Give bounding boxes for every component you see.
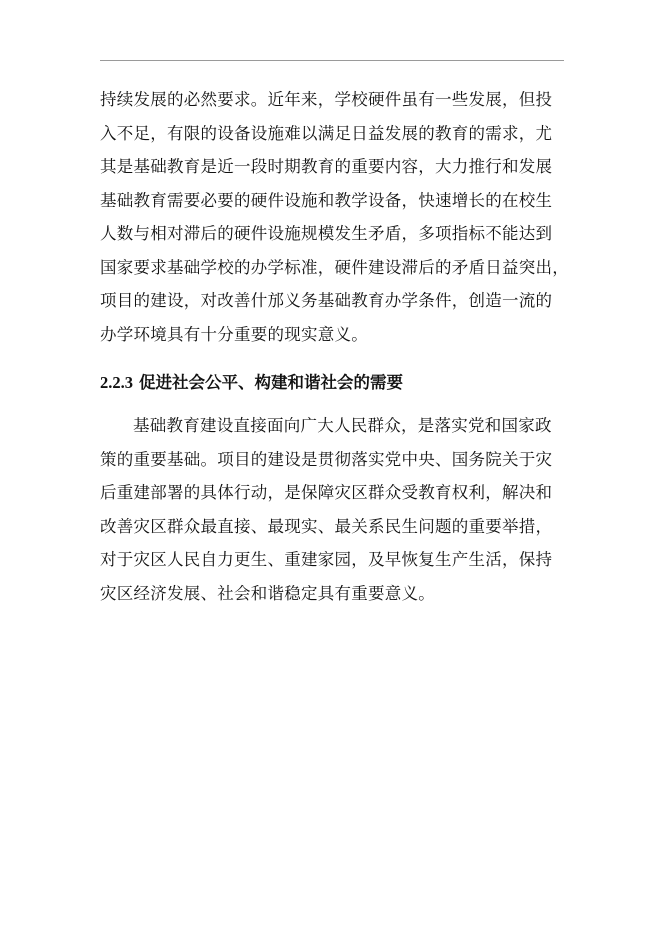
paragraph-line: 改善灾区群众最直接、最现实、最关系民生问题的重要举措，: [100, 516, 553, 536]
section-heading: [100, 368, 403, 398]
paragraph-continued: [100, 83, 570, 351]
paragraph-line: 办学环境具有十分重要的现实意义。: [100, 324, 368, 344]
paragraph-line: 基础教育需要必要的硬件设施和教学设备，快速增长的在校生: [100, 190, 553, 210]
paragraph-line: 入不足，有限的设备设施难以满足日益发展的教育的需求，尤: [100, 123, 553, 143]
header-rule: [100, 60, 564, 61]
paragraph-line: 持续发展的必然要求。近年来，学校硬件虽有一些发展，但投: [100, 90, 553, 109]
paragraph-line: 项目的建设，对改善什邡义务基础教育办学条件，创造一流的: [100, 291, 553, 310]
paragraph-line: 基础教育建设直接面向广大人民群众，是落实党和国家政: [133, 416, 552, 435]
paragraph-line: 灾区经济发展、社会和谐稳定具有重要意义。: [100, 583, 435, 603]
paragraph-line: 对于灾区人民自力更生、重建家园，及早恢复生产生活，保持: [100, 550, 553, 569]
paragraph-section: [100, 409, 570, 610]
paragraph-line: 后重建部署的具体行动，是保障灾区群众受教育权利，解决和: [100, 483, 553, 502]
section-title: 促进社会公平、构建和谐社会的需要: [139, 373, 403, 392]
paragraph-line: 国家要求基础学校的办学标准，硬件建设滞后的矛盾日益突出，: [100, 257, 569, 277]
section-number: 2.2.3: [100, 373, 133, 392]
paragraph-line: 策的重要基础。项目的建设是贯彻落实党中央、国务院关于灾: [100, 449, 553, 469]
paragraph-line: 其是基础教育是近一段时期教育的重要内容，大力推行和发展: [100, 157, 553, 176]
paragraph-line: 人数与相对滞后的硬件设施规模发生矛盾，多项指标不能达到: [100, 224, 553, 243]
